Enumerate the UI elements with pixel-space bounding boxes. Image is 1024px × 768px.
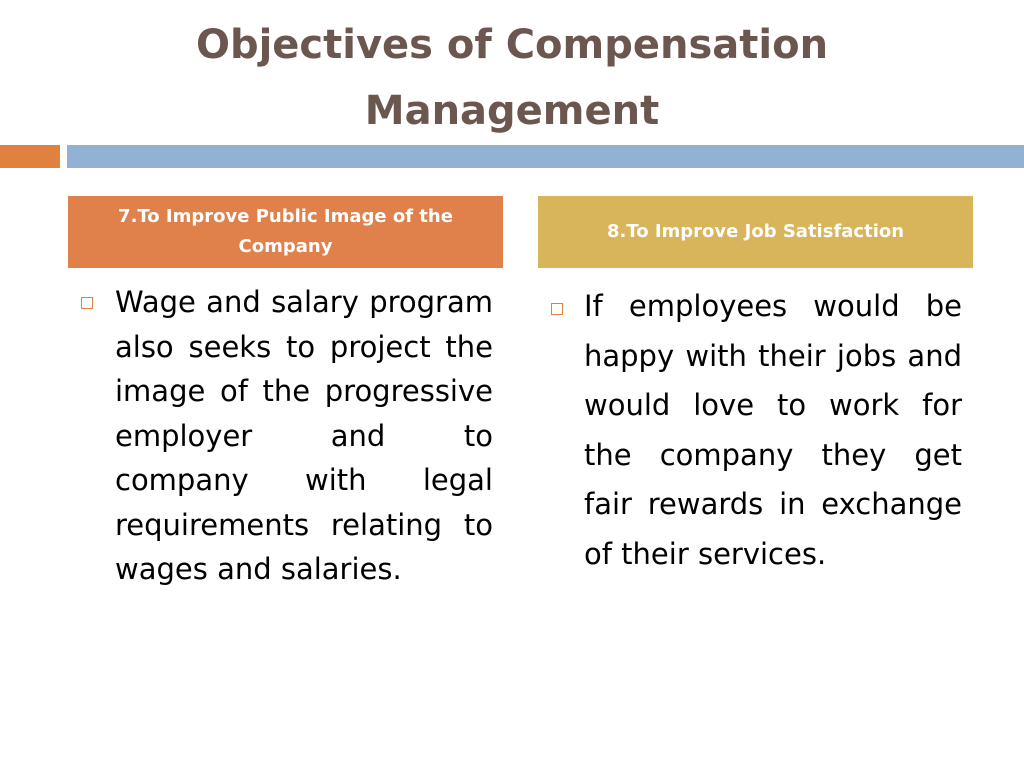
slide-title: Objectives of Compensation Management [195, 22, 829, 134]
accent-bar-orange [0, 145, 60, 168]
accent-bar-blue [67, 145, 1024, 168]
column-header-public-image: 7.To Improve Public Image of the Company [68, 196, 503, 268]
column-body-public-image: Wage and salary program also seeks to project the image of the progressive employer and to company with legal requirements relating to wages and salaries. [115, 285, 493, 586]
column-body-job-satisfaction: If employees would be happy with their jobs and would love to work for the company they get fair rewards in exchange of their services. [584, 289, 962, 571]
column-header-job-satisfaction: 8.To Improve Job Satisfaction [538, 196, 973, 268]
square-bullet-icon [551, 303, 563, 315]
square-bullet-icon [81, 297, 93, 309]
